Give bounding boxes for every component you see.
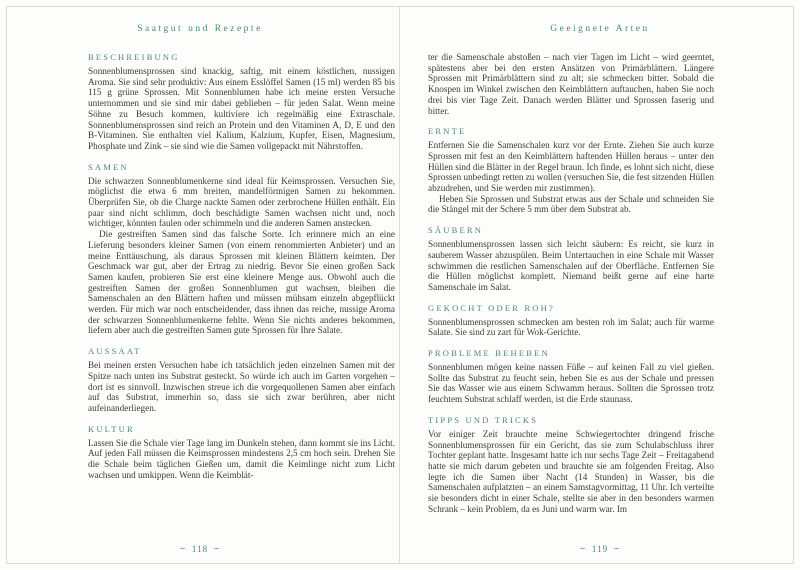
section-heading: TIPPS UND TRICKS bbox=[428, 414, 539, 425]
footer-ornament: ∼ bbox=[213, 544, 221, 553]
running-header-left: Saatgut und Rezepte bbox=[137, 24, 263, 34]
paragraph: Sonnenblumensprossen lassen sich leicht säubern: Es reicht, sie kurz in sauberem Wasser abzuspülen. Beim Untertauchen in eine Schale mit Wasser schwimmen die restlichen Samenschalen auf der Oberfläche. Entfernen Sie die Hüllen möglichst komplett. Niemand beißt gerne auf eine harte Samenschale im Salat. bbox=[428, 239, 714, 292]
section-aussaat bbox=[88, 346, 395, 414]
running-header-right: Geeignete Arten bbox=[550, 24, 650, 34]
page-number: 119 bbox=[591, 544, 609, 554]
paragraph: Heben Sie Sprossen und Substrat etwas aus der Schale und schneiden Sie die Stängel mit der Schere 5 mm über dem Substrat ab. bbox=[428, 193, 714, 215]
section-saeubern bbox=[428, 225, 714, 293]
right-page-body bbox=[428, 52, 714, 515]
paragraph: Bei meinen ersten Versuchen habe ich tatsächlich jeden einzelnen Samen mit der Spitze nach unten ins Substrat gesteckt. So würde ich auch im Garten vorgehen – dort ist es sinnvoll. Inzwischen streue ich die vorgequollenen Samen aber einfach auf das Substrat, immerhin so, dass sie sich zwar berühren, aber nicht aufeinanderliegen. bbox=[88, 360, 395, 413]
page-number: 118 bbox=[191, 544, 209, 554]
paragraph: Entfernen Sie die Samenschalen kurz vor der Ernte. Ziehen Sie auch kurze Sprossen mit fest an den Keimblättern haftenden Hüllen heraus – unter den Hüllen sind die Blätter in der Regel braun. Ich finde, es lohnt sich nicht, diese Sprossen unbedingt retten zu wollen (versuchen Sie, die fest sitzenden Hüllen abzudrehen, und Sie werden mir zustimmen). bbox=[428, 140, 715, 194]
section-kultur bbox=[88, 424, 395, 481]
section-probleme-beheben bbox=[428, 348, 714, 405]
section-heading: ERNTE bbox=[428, 126, 467, 137]
section-heading: AUSSAAT bbox=[88, 346, 142, 357]
right-page bbox=[400, 0, 800, 570]
section-heading: KULTUR bbox=[88, 423, 135, 434]
section-heading: GEKOCHT ODER ROH? bbox=[428, 302, 555, 313]
left-page-body bbox=[88, 52, 395, 481]
footer-ornament: ∼ bbox=[579, 544, 587, 553]
section-heading: BESCHREIBUNG bbox=[88, 52, 180, 62]
section-samen bbox=[88, 162, 395, 337]
paragraph: Sonnenblumensprossen sind knackig, saftig, mit einem köstlichen, nussigen Aroma. Sie sind sehr produktiv: Aus einem Esslöffel Samen (15 ml) werden 85 bis 115 g grüne Sprossen. Mit Sonnenblumen habe ich meine ersten Versuche unternommen und sie sind mir dabei geblieben – für jeden Salat. Wenn meine Söhne zu Besuch kommen, kultiviere ich regelmäßig eine Extraschale. Sonnenblumensprossen sind reich an Protein und den Vitaminen A, D, E und den B-Vitaminen. Sie enthalten viel Kalium, Kalzium, Kupfer, Eisen, Magnesium, Phosphate und Zink – sie sind wie die Samen vollgepackt mit Nährstoffen. bbox=[88, 66, 395, 151]
paragraph: Sonnenblumen mögen keine nassen Füße – auf keinen Fall zu viel gießen. Sollte das Substrat zu feucht sein, heben Sie es aus der Schale und pressen Sie das Wasser wie aus einem Schwamm heraus. Sollten die Sprossen trotz feuchtem Substrat schlaff werden, ist die Erde staunass. bbox=[428, 362, 714, 405]
footer-ornament: ∼ bbox=[179, 544, 187, 553]
paragraph: Die gestreiften Samen sind das falsche Sorte. Ich erinnere mich an eine Lieferung besonders kleiner Samen (von einem renommierten Anbieter) und an meine Enttäuschung, als daraus Sprossen mit kleinen Blättern keimten. Der Geschmack war gut, aber der Ertrag zu niedrig. Bevor Sie einen großen Sack Samen kaufen, probieren Sie erst eine kleinere Menge aus. Obwohl auch die gestreiften Samen der großen Sonnenblumen gut wachsen, bleiben die Samenschalen an den Blättern haften und müssen mühsam einzeln abgepflückt werden. Für mich war noch entscheidender, dass ihnen das reiche, nussige Aroma der schwarzen Sonnenblumenkerne fehlte. Wenn Sie nichts anderes bekommen, liefern aber auch die gestreiften Samen gute Sprossen für Ihre Salate. bbox=[88, 229, 395, 336]
section-tipps-und-tricks bbox=[428, 415, 714, 515]
section-ernte bbox=[428, 126, 714, 215]
page-footer-left bbox=[0, 544, 400, 554]
section-heading: PROBLEME BEHEBEN bbox=[428, 348, 550, 359]
section-beschreibung bbox=[88, 52, 395, 152]
footer-ornament: ∼ bbox=[613, 544, 621, 553]
section-heading: SAMEN bbox=[88, 161, 129, 172]
section-gekocht-oder-roh bbox=[428, 303, 714, 338]
paragraph: Die schwarzen Sonnenblumenkerne sind ideal für Keimsprossen. Versuchen Sie, möglichst die etwa 6 mm breiten, mandelförmigen Samen zu bekommen. Überprüfen Sie, ob die Charge nackte Samen oder zerbrochene Hüllen enthält. Ein paar sind nicht schlimm, doch beschädigte Samen wachsen nicht und, noch wichtiger, könnten faulen oder schimmeln und die anderen Samen anstecken. bbox=[88, 175, 395, 229]
paragraph: Lassen Sie die Schale vier Tage lang im Dunkeln stehen, dann kommt sie ins Licht. Auf jeden Fall müssen die Keimsprossen mindestens 2,5 cm hoch sein. Drehen Sie die Schale beim täglichen Gießen um, damit die Keimlinge nicht zum Licht wachsen und umkippen. Wenn die Keimblät- bbox=[88, 437, 395, 480]
paragraph: Vor einiger Zeit brauchte meine Schwiegertochter dringend frische Sonnenblumensprossen für ein Gericht, das sie zum Schulabschluss ihrer Tochter geplant hatte. Insgesamt hatte ich nur sechs Tage Zeit – Freitagabend hatte sie mich darum gebeten und brauchte sie am folgenden Freitag. Also legte ich die Samen über Nacht (14 Stunden) in Wasser, bis die Samenschalen aufplatzten – an einem Samstagvormittag, 11 Uhr. Ich verteilte sie besonders dicht in einer Schale, stellte sie aber in den besonders warmen Schrank – kein Problem, da es Juni und warm war. Im bbox=[428, 428, 714, 514]
paragraph: Sonnenblumensprossen schmecken am besten roh im Salat; auch für warme Salate. Sie sind zu zart für Wok-Gerichte. bbox=[428, 316, 714, 338]
section-heading: SÄUBERN bbox=[428, 225, 484, 236]
continuation-paragraph: ter die Samenschale abstoßen – nach vier Tagen im Licht – wird geerntet, spätestens aber bei den ersten Ansätzen von Primärblättern. Längere Sprossen mit Primärblättern sind zu alt; sie schmecken bitter. Sobald die Knospen im Winkel zwischen den Keimblättern auftauchen, haben Sie noch drei bis vier Tage Zeit. Danach werden Blätter und Sprossen faserig und bitter. bbox=[428, 52, 714, 116]
page-footer-right bbox=[400, 544, 800, 554]
